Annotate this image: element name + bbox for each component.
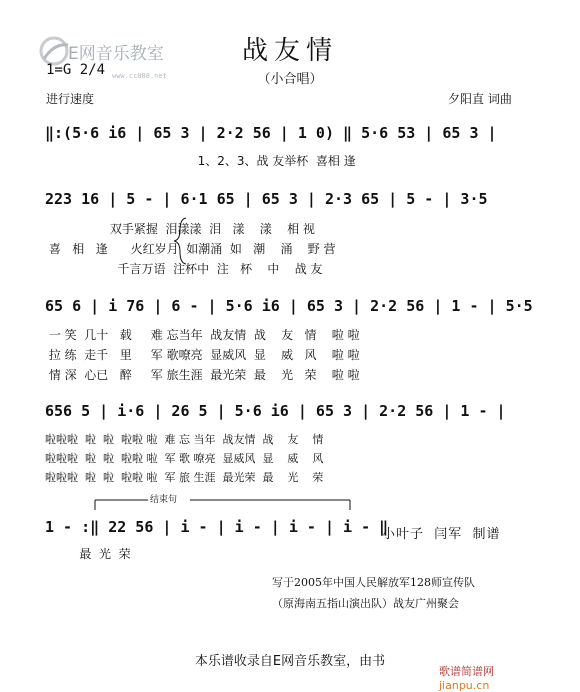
lyrics-row-4-verse-3: 啦啦啦 啦 啦 啦啦 啦 军 旅 生涯 最光荣 最 光 荣 xyxy=(45,471,324,484)
lyrics-row-3-verse-3: 情 深 心已 醉 军 旅生涯 最光荣 最 光 荣 啦 啦 xyxy=(45,368,360,382)
lyrics-row-5: 最 光 荣 xyxy=(45,547,131,561)
lyrics-row-1-verse-1: 1、2、3、战 友举杯 喜相 逢 xyxy=(45,154,356,168)
footer-source: 本乐谱收录自E网音乐教室，由书 xyxy=(194,654,386,669)
score-row-3: 65 6 | i 76 | 6 - | 5·6 i6 | 65 3 | 2·2 56 | 1 - | 5·5 xyxy=(45,297,533,315)
ending-label: 结束句 xyxy=(150,495,178,505)
score-row-5: 1 - :‖ 22 56 | i - | i - | i - | i - ‖ xyxy=(45,518,389,536)
lyrics-row-2-verse-1: 双手紧握 泪漾漾 泪 漾 漾 相 视 xyxy=(45,222,315,236)
lyrics-row-2-verse-2: 喜 相 逢 火红岁月 如潮涌 如 潮 涌 野 营 xyxy=(45,242,336,256)
composition-note-line-1: 写于2005年中国人民解放军128师宣传队 xyxy=(272,576,475,589)
tempo-marking: 进行速度 xyxy=(46,92,95,106)
watermark-cn: 歌谱简谱网 xyxy=(439,665,494,678)
watermark xyxy=(432,650,494,692)
key-signature: 1=G 2/4 xyxy=(46,62,106,78)
logo-text: E网音乐教室 xyxy=(68,44,164,64)
score-row-2: 223 16 | 5 - | 6·1 65 | 65 3 | 2·3 65 | 5 - | 3·5 xyxy=(45,190,488,208)
composer-credit: 夕阳直 词曲 xyxy=(448,92,512,106)
lyrics-row-2-verse-3: 千言万语 注杯中 注 杯 中 战 友 xyxy=(45,262,323,276)
logo-url: www.cc888.net xyxy=(112,72,167,80)
song-title: 战友情 xyxy=(241,36,338,66)
watermark-en: jianpu.cn xyxy=(439,679,490,692)
lyrics-row-4-verse-2: 啦啦啦 啦 啦 啦啦 啦 军 歌 嘹亮 显威风 显 威 风 xyxy=(45,452,324,465)
arranger-credit: 小叶子 闫军 制谱 xyxy=(382,527,501,542)
song-subtitle: （小合唱） xyxy=(257,72,323,87)
lyrics-row-3-verse-1: 一 笑 几十 载 难 忘当年 战友情 战 友 情 啦 啦 xyxy=(45,328,360,342)
score-row-4: 656 5 | i·6 | 26 5 | 5·6 i6 | 65 3 | 2·2 56 | 1 - | xyxy=(45,402,506,420)
lyrics-row-3-verse-2: 拉 练 走千 里 军 歌嘹亮 显威风 显 威 风 啦 啦 xyxy=(45,348,360,362)
lyrics-row-4-verse-1: 啦啦啦 啦 啦 啦啦 啦 难 忘 当年 战友情 战 友 情 xyxy=(45,433,324,446)
composition-note-line-2: （原海南五指山演出队）战友广州聚会 xyxy=(272,597,459,610)
score-row-1: ‖:(5·6 i6 | 65 3 | 2·2 56 | 1 0) ‖ 5·6 53 | 65 3 | xyxy=(45,124,497,142)
